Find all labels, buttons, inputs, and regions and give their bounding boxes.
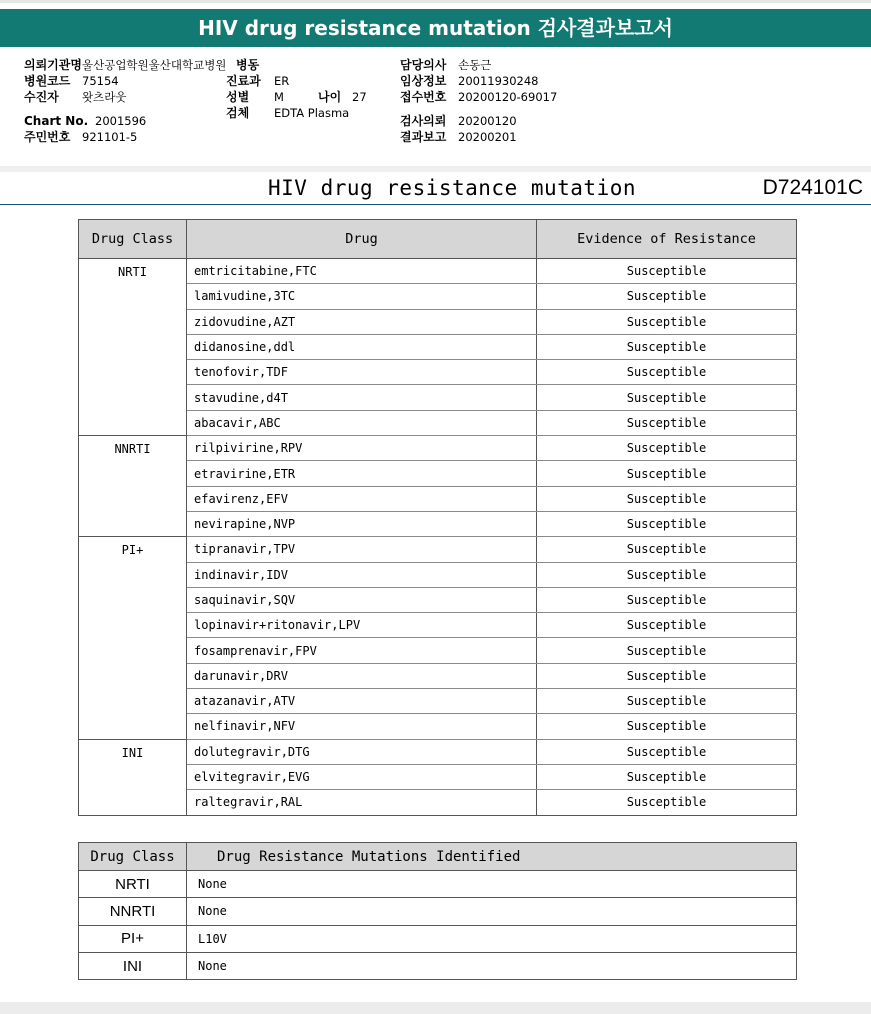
table-row [79,537,797,562]
table-row [79,638,797,663]
table-row [79,663,797,688]
section-header [0,172,871,205]
drug-cell: saquinavir,SQV [187,587,537,612]
mutation-cell: None [187,952,797,979]
info-label: Chart No. [24,114,89,128]
info-label: 병원코드 [24,74,71,88]
evidence-cell: Susceptible [537,562,797,587]
table-row [79,486,797,511]
info-label: 주민번호 [24,130,71,144]
drug-cell: nelfinavir,NFV [187,714,537,739]
drug-cell: indinavir,IDV [187,562,537,587]
info-value: 울산공업학원울산대학교병원 [82,58,227,72]
table-row [79,284,797,309]
section-title: HIV drug resistance mutation [268,176,637,200]
drug-cell: dolutegravir,DTG [187,739,537,764]
drug-cell: lopinavir+ritonavir,LPV [187,613,537,638]
mutation-cell: None [187,898,797,925]
info-column-2 [226,57,367,121]
info-label: 병동 [236,58,260,72]
table-row [79,410,797,435]
table-row [79,587,797,612]
info-column-3 [400,57,557,145]
drug-cell: tipranavir,TPV [187,537,537,562]
table-row [79,739,797,764]
info-label: 임상정보 [400,74,447,88]
mutations-table [78,842,797,980]
info-value: 2001596 [95,114,147,128]
drug-cell: etravirine,ETR [187,461,537,486]
evidence-cell: Susceptible [537,613,797,638]
drug-class-cell: INI [79,952,187,979]
info-value: 20200201 [458,130,517,144]
evidence-cell: Susceptible [537,284,797,309]
info-label: 성별 [226,90,250,104]
drug-cell: zidovudine,AZT [187,309,537,334]
drug-cell: emtricitabine,FTC [187,259,537,284]
table-row [79,461,797,486]
header-mutations: Drug Resistance Mutations Identified [187,843,797,871]
info-label: 의뢰기관명 [24,58,82,72]
drug-cell: efavirenz,EFV [187,486,537,511]
drug-cell: atazanavir,ATV [187,689,537,714]
table-row [79,259,797,284]
info-value: EDTA Plasma [274,106,350,120]
info-column-1 [24,57,226,145]
info-value: ER [274,74,290,88]
evidence-cell: Susceptible [537,436,797,461]
table-row [79,764,797,789]
evidence-cell: Susceptible [537,486,797,511]
evidence-cell: Susceptible [537,638,797,663]
drug-cell: darunavir,DRV [187,663,537,688]
drug-cell: didanosine,ddl [187,334,537,359]
evidence-cell: Susceptible [537,714,797,739]
drug-class-cell: NRTI [79,259,187,436]
drug-cell: abacavir,ABC [187,410,537,435]
header-drug-class: Drug Class [79,843,187,871]
table-row [79,952,797,979]
evidence-cell: Susceptible [537,461,797,486]
table-row [79,790,797,815]
evidence-cell: Susceptible [537,410,797,435]
drug-cell: rilpivirine,RPV [187,436,537,461]
table-row [79,871,797,898]
info-label: 결과보고 [400,130,447,144]
drug-cell: fosamprenavir,FPV [187,638,537,663]
info-label: 접수번호 [400,90,447,104]
info-label: 검사의뢰 [400,114,447,128]
drug-class-cell: NRTI [79,871,187,898]
info-value: M [274,90,284,104]
drug-cell: nevirapine,NVP [187,511,537,536]
table-row [79,714,797,739]
header-evidence: Evidence of Resistance [537,220,797,259]
evidence-cell: Susceptible [537,537,797,562]
info-value: 왓츠라웃 [82,90,127,104]
drug-cell: elvitegravir,EVG [187,764,537,789]
drug-class-cell: PI+ [79,537,187,739]
info-label: 검체 [226,106,250,120]
evidence-cell: Susceptible [537,587,797,612]
info-value: 75154 [82,74,119,88]
table-row [79,436,797,461]
table-row [79,334,797,359]
age-label: 나이 [318,90,342,104]
evidence-cell: Susceptible [537,360,797,385]
header-drug-class: Drug Class [79,220,187,259]
evidence-cell: Susceptible [537,739,797,764]
drug-class-cell: NNRTI [79,436,187,537]
table-row [79,925,797,952]
drug-cell: tenofovir,TDF [187,360,537,385]
drug-class-cell: NNRTI [79,898,187,925]
test-code: D724101C [762,176,863,199]
table-row [79,689,797,714]
info-value: 20200120-69017 [458,90,558,104]
table-row [79,309,797,334]
evidence-cell: Susceptible [537,385,797,410]
mutation-cell: L10V [187,925,797,952]
table-row [79,562,797,587]
evidence-cell: Susceptible [537,259,797,284]
drug-cell: raltegravir,RAL [187,790,537,815]
age-value: 27 [352,90,367,104]
evidence-cell: Susceptible [537,764,797,789]
drug-class-cell: PI+ [79,925,187,952]
drug-cell: lamivudine,3TC [187,284,537,309]
evidence-cell: Susceptible [537,663,797,688]
info-value: 921101-5 [82,130,138,144]
info-label: 진료과 [226,74,261,88]
info-label: 담당의사 [400,58,447,72]
drug-cell: stavudine,d4T [187,385,537,410]
drug-resistance-table [78,219,797,816]
table-row [79,898,797,925]
evidence-cell: Susceptible [537,309,797,334]
table-row [79,385,797,410]
info-value: 손동근 [458,58,492,72]
info-label: 수진자 [24,90,59,104]
info-value: 20200120 [458,114,517,128]
table-row [79,360,797,385]
top-border [0,0,871,3]
evidence-cell: Susceptible [537,511,797,536]
drug-class-cell: INI [79,739,187,815]
report-title: HIV drug resistance mutation 검사결과보고서 [0,9,871,47]
evidence-cell: Susceptible [537,689,797,714]
mutation-cell: None [187,871,797,898]
info-value: 20011930248 [458,74,539,88]
header-drug: Drug [187,220,537,259]
bottom-band [0,1002,871,1014]
evidence-cell: Susceptible [537,334,797,359]
table-row [79,511,797,536]
table-row [79,613,797,638]
evidence-cell: Susceptible [537,790,797,815]
